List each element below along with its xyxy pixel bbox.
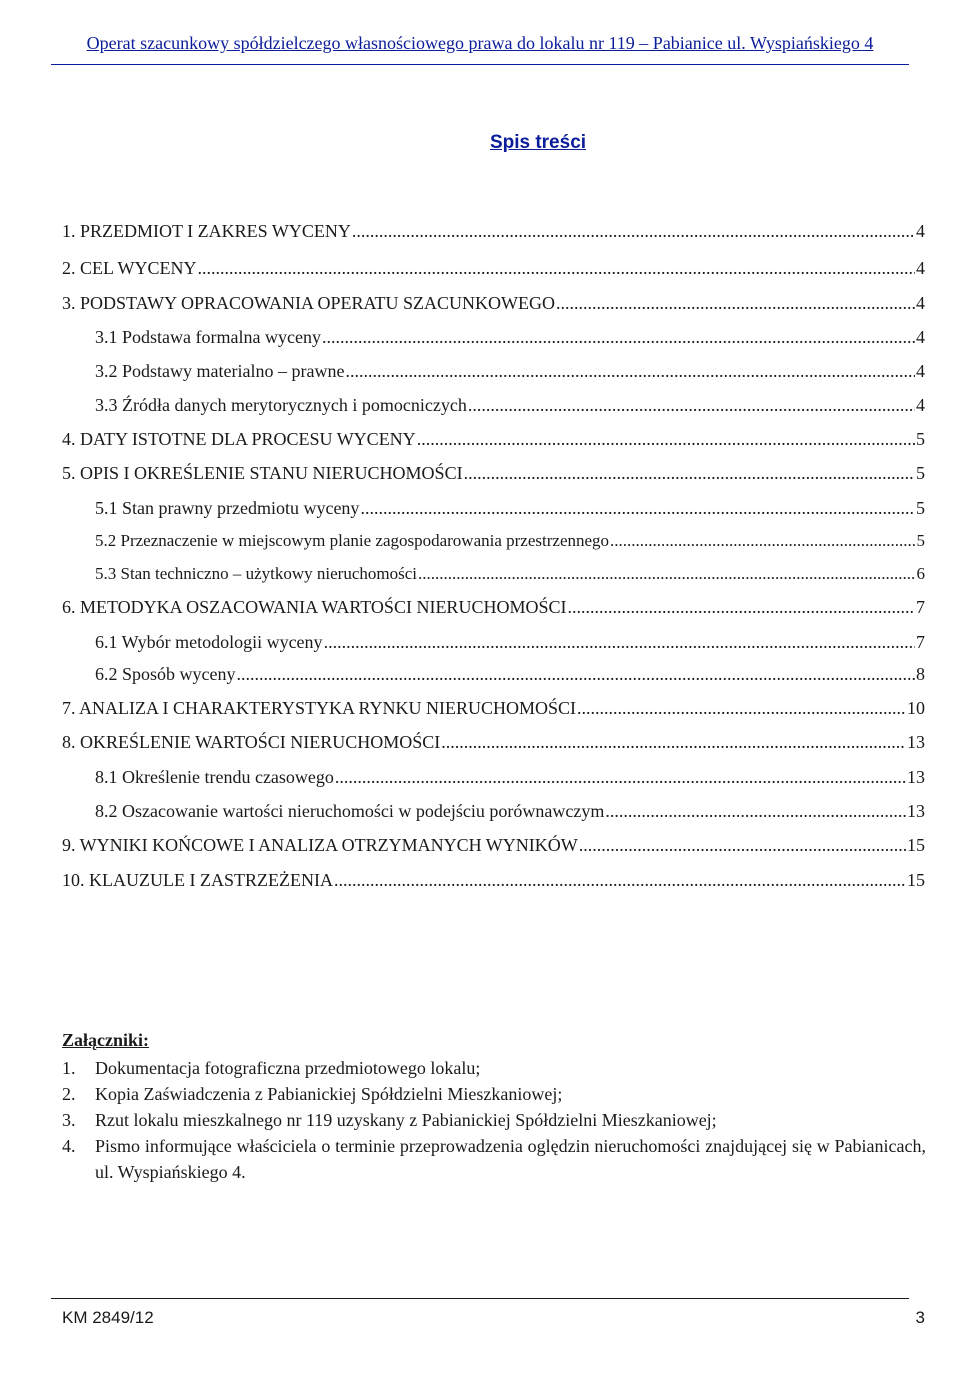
toc-entry-page: 4 bbox=[916, 258, 925, 278]
toc-entry-page: 8 bbox=[916, 664, 925, 684]
toc-entry-text: 6. METODYKA OSZACOWANIA WARTOŚCI NIERUCHOMOŚCI bbox=[62, 597, 567, 617]
attachment-item bbox=[62, 1055, 926, 1081]
toc-entry[interactable] bbox=[95, 498, 925, 522]
toc-entry-text: 8.1 Określenie trendu czasowego bbox=[95, 767, 334, 787]
header-title: Operat szacunkowy spółdzielczego własnościowego prawa do lokalu nr 119 – Pabianice ul. Wyspiańskiego 4 bbox=[86, 33, 874, 53]
toc-leader-dots bbox=[334, 870, 906, 891]
toc-entry[interactable] bbox=[62, 732, 925, 756]
toc-leader-dots bbox=[577, 698, 906, 719]
toc-entry-text: 5. OPIS I OKREŚLENIE STANU NIERUCHOMOŚCI bbox=[62, 463, 463, 483]
toc-entry-text: 3.3 Źródła danych merytorycznych i pomocniczych bbox=[95, 395, 467, 415]
toc-entry-text: 1. PRZEDMIOT I ZAKRES WYCENY bbox=[62, 221, 351, 241]
toc-entry-text: 6.1 Wybór metodologii wyceny bbox=[95, 632, 323, 652]
toc-entry-page: 5 bbox=[916, 463, 925, 483]
toc-entry-text: 5.2 Przeznaczenie w miejscowym planie zagospodarowania przestrzennego bbox=[95, 531, 610, 550]
toc-leader-dots bbox=[198, 258, 916, 279]
toc-entry-page: 4 bbox=[916, 327, 925, 347]
toc-entry[interactable] bbox=[62, 698, 925, 722]
attachments-title: Załączniki: bbox=[62, 1030, 150, 1050]
toc-entry-page: 7 bbox=[916, 632, 925, 652]
toc-entry-page: 7 bbox=[916, 597, 925, 617]
toc-entry[interactable] bbox=[95, 531, 925, 555]
toc-leader-dots bbox=[567, 597, 915, 618]
toc-entry-page: 6 bbox=[916, 564, 925, 583]
toc-entry[interactable] bbox=[62, 597, 925, 621]
toc-entry[interactable] bbox=[62, 429, 925, 453]
toc-entry-text: 7. ANALIZA I CHARAKTERYSTYKA RYNKU NIERUCHOMOŚCI bbox=[62, 698, 577, 718]
toc-leader-dots bbox=[417, 429, 915, 450]
attachment-text: Pismo informujące właściciela o terminie przeprowadzenia oględzin nieruchomości znajdującej się w Pabianicach, ul. Wyspiańskiego 4. bbox=[95, 1136, 926, 1182]
toc-entry-text: 6.2 Sposób wyceny bbox=[95, 664, 236, 684]
toc-entry[interactable] bbox=[62, 221, 925, 245]
attachment-number: 2. bbox=[62, 1084, 76, 1104]
toc-entry-text: 10. KLAUZULE I ZASTRZEŻENIA bbox=[62, 870, 333, 890]
toc-leader-dots bbox=[441, 732, 906, 753]
toc-entry-text: 3. PODSTAWY OPRACOWANIA OPERATU SZACUNKOWEGO bbox=[62, 293, 555, 313]
toc-leader-dots bbox=[352, 221, 915, 242]
toc-entry-text: 5.3 Stan techniczno – użytkowy nieruchomości bbox=[95, 564, 417, 583]
toc-entry[interactable] bbox=[62, 258, 925, 282]
toc-leader-dots bbox=[360, 498, 915, 519]
toc-entry-page: 13 bbox=[907, 732, 925, 752]
toc-entry-page: 5 bbox=[916, 429, 925, 449]
toc-leader-dots bbox=[322, 327, 915, 348]
footer-page-number: 3 bbox=[915, 1308, 925, 1327]
toc-entry[interactable] bbox=[95, 327, 925, 351]
toc-entry[interactable] bbox=[95, 632, 925, 656]
toc-entry-text: 2. CEL WYCENY bbox=[62, 258, 197, 278]
toc-entry-page: 4 bbox=[916, 293, 925, 313]
attachment-text: Kopia Zaświadczenia z Pabianickiej Spółdzielni Mieszkaniowej; bbox=[95, 1084, 563, 1104]
toc-entry-text: 3.2 Podstawy materialno – prawne bbox=[95, 361, 345, 381]
attachment-number: 4. bbox=[62, 1136, 76, 1156]
toc-entry-text: 9. WYNIKI KOŃCOWE I ANALIZA OTRZYMANYCH WYNIKÓW bbox=[62, 835, 578, 855]
toc-entry-page: 4 bbox=[916, 395, 925, 415]
toc-leader-dots bbox=[610, 531, 915, 551]
toc-leader-dots bbox=[335, 767, 906, 788]
toc-entry-page: 13 bbox=[907, 767, 925, 787]
attachment-number: 1. bbox=[62, 1058, 76, 1078]
toc-title: Spis treści bbox=[489, 132, 587, 153]
attachment-item bbox=[62, 1133, 926, 1185]
toc-entry[interactable] bbox=[62, 463, 925, 487]
toc-entry[interactable] bbox=[95, 801, 925, 825]
toc-entry-page: 15 bbox=[907, 870, 925, 890]
toc-entry-text: 5.1 Stan prawny przedmiotu wyceny bbox=[95, 498, 360, 518]
toc-entry[interactable] bbox=[95, 664, 925, 688]
attachment-number: 3. bbox=[62, 1110, 76, 1130]
toc-entry[interactable] bbox=[95, 767, 925, 791]
toc-entry-page: 5 bbox=[916, 531, 925, 550]
footer-rule bbox=[51, 1298, 909, 1299]
toc-entry-page: 13 bbox=[907, 801, 925, 821]
attachments-list bbox=[62, 1055, 926, 1185]
toc-leader-dots bbox=[468, 395, 915, 416]
toc-entry[interactable] bbox=[62, 835, 925, 859]
toc-entry[interactable] bbox=[62, 870, 925, 894]
toc-entry-page: 4 bbox=[916, 361, 925, 381]
toc-entry-text: 8. OKREŚLENIE WARTOŚCI NIERUCHOMOŚCI bbox=[62, 732, 441, 752]
attachment-text: Dokumentacja fotograficzna przedmiotowego lokalu; bbox=[95, 1058, 481, 1078]
toc-entry-page: 15 bbox=[907, 835, 925, 855]
toc-leader-dots bbox=[605, 801, 906, 822]
toc-entry[interactable] bbox=[95, 564, 925, 588]
toc-entry[interactable] bbox=[95, 395, 925, 419]
toc-entry-page: 4 bbox=[916, 221, 925, 241]
footer-doc-number: KM 2849/12 bbox=[62, 1308, 154, 1327]
attachment-item bbox=[62, 1107, 926, 1133]
toc-entry[interactable] bbox=[95, 361, 925, 385]
attachment-item bbox=[62, 1081, 926, 1107]
toc-leader-dots bbox=[345, 361, 915, 382]
toc-leader-dots bbox=[579, 835, 906, 856]
toc-entry-text: 3.1 Podstawa formalna wyceny bbox=[95, 327, 321, 347]
toc-entry-page: 5 bbox=[916, 498, 925, 518]
toc-entry-text: 4. DATY ISTOTNE DLA PROCESU WYCENY bbox=[62, 429, 416, 449]
toc-leader-dots bbox=[237, 664, 916, 685]
toc-leader-dots bbox=[464, 463, 915, 484]
toc-leader-dots bbox=[418, 564, 916, 584]
toc-entry-page: 10 bbox=[907, 698, 925, 718]
attachment-text: Rzut lokalu mieszkalnego nr 119 uzyskany z Pabianickiej Spółdzielni Mieszkaniowej; bbox=[95, 1110, 717, 1130]
toc-leader-dots bbox=[324, 632, 915, 653]
toc-entry[interactable] bbox=[62, 293, 925, 317]
toc-leader-dots bbox=[556, 293, 915, 314]
toc-entry-text: 8.2 Oszacowanie wartości nieruchomości w podejściu porównawczym bbox=[95, 801, 605, 821]
